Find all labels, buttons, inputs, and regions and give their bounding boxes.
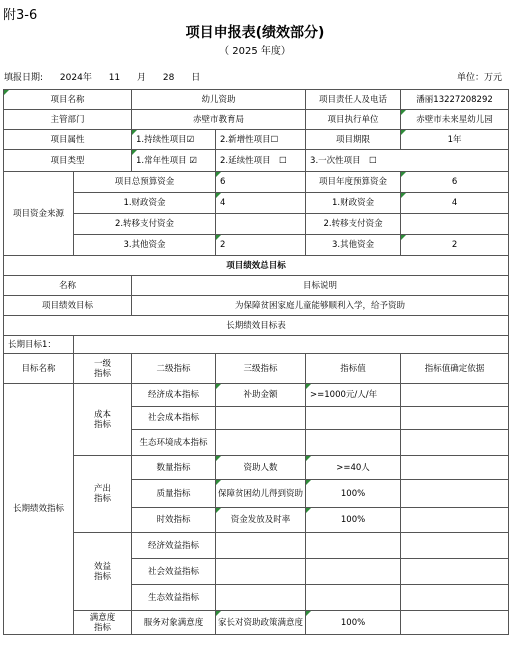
cost-basis (401, 384, 509, 407)
other-annual-value: 2 (401, 235, 509, 256)
fill-year: 2024年 (59, 73, 92, 83)
target-name-cell: 长期绩效指标 (4, 384, 74, 635)
dept-value: 赤壁市教育局 (132, 110, 306, 130)
fill-date-label: 填报日期: (4, 73, 44, 83)
output-l3: 资金发放及时率 (216, 508, 306, 533)
benefit-basis (401, 585, 509, 611)
total-budget-label: 项目总预算资金 (74, 172, 216, 193)
project-name-value: 幼儿资助 (132, 90, 306, 110)
fill-date (4, 70, 214, 83)
overall-goal-label: 项目绩效目标 (4, 296, 132, 316)
cost-value (306, 407, 401, 430)
overall-desc-label: 目标说明 (132, 276, 509, 296)
fill-day-num: 28 (162, 73, 175, 83)
benefit-l3 (216, 585, 306, 611)
benefit-l2: 社会效益指标 (132, 559, 216, 585)
fill-day: 日 (191, 73, 201, 83)
longterm-goal1-label: 长期目标1： (4, 336, 74, 354)
benefit-value (306, 533, 401, 559)
other-label: 3.其他资金 (74, 235, 216, 256)
benefit-basis (401, 559, 509, 585)
cost-value (306, 430, 401, 456)
output-value: >=40人 (306, 456, 401, 480)
attachment-label: 附3-6 (3, 8, 38, 23)
col-target-name: 目标名称 (4, 354, 74, 384)
satisfaction-l2: 服务对象满意度 (132, 611, 216, 635)
output-basis (401, 480, 509, 508)
attr-option-1: 1.持续性项目☑ (132, 130, 216, 150)
transfer-annual-value (401, 214, 509, 235)
col-level1: 一级 指标 (74, 354, 132, 384)
total-budget-value: 6 (216, 172, 306, 193)
satisfaction-label: 满意度 指标 (74, 611, 132, 635)
output-l2: 数量指标 (132, 456, 216, 480)
col-level3: 三级指标 (216, 354, 306, 384)
overall-goal-title: 项目绩效总目标 (4, 256, 509, 276)
type-option-1: 1.常年性项目 ☑ (132, 150, 216, 172)
attr-label: 项目属性 (4, 130, 132, 150)
fiscal-total-value: 4 (216, 193, 306, 214)
annual-budget-value: 6 (401, 172, 509, 193)
year-line: （ 2025 年度） (219, 46, 291, 57)
col-basis: 指标值确定依据 (401, 354, 509, 384)
cost-value: >=1000元/人/年 (306, 384, 401, 407)
leader-value: 潘丽13227208292 (401, 90, 509, 110)
transfer-annual-label: 2.转移支付资金 (306, 214, 401, 235)
benefit-l3 (216, 559, 306, 585)
output-value: 100% (306, 480, 401, 508)
fiscal-annual-value: 4 (401, 193, 509, 214)
benefit-l2: 生态效益指标 (132, 585, 216, 611)
cost-l2: 经济成本指标 (132, 384, 216, 407)
project-name-label: 项目名称 (4, 90, 132, 110)
satisfaction-l3: 家长对资助政策满意度 (216, 611, 306, 635)
fiscal-label: 1.财政资金 (74, 193, 216, 214)
other-total-value: 2 (216, 235, 306, 256)
output-label: 产出 指标 (74, 456, 132, 533)
fiscal-annual-label: 1.财政资金 (306, 193, 401, 214)
cost-label: 成本 指标 (74, 384, 132, 456)
benefit-basis (401, 533, 509, 559)
col-level2: 二级指标 (132, 354, 216, 384)
output-value: 100% (306, 508, 401, 533)
type-option-2: 2.延续性项目 ☐ (216, 150, 306, 172)
output-basis (401, 508, 509, 533)
benefit-l3 (216, 533, 306, 559)
page-title: 项目申报表(绩效部分) (185, 25, 325, 41)
type-option-3: 3.一次性项目 ☐ (306, 150, 509, 172)
cost-l2: 生态环境成本指标 (132, 430, 216, 456)
col-value: 指标值 (306, 354, 401, 384)
benefit-label: 效益 指标 (74, 533, 132, 611)
type-label: 项目类型 (4, 150, 132, 172)
fill-month: 月 (137, 73, 147, 83)
dept-label: 主管部门 (4, 110, 132, 130)
output-basis (401, 456, 509, 480)
cost-basis (401, 407, 509, 430)
output-l3: 保障贫困幼儿得到资助 (216, 480, 306, 508)
transfer-total-value (216, 214, 306, 235)
output-l2: 质量指标 (132, 480, 216, 508)
overall-goal-text: 为保障贫困家庭儿童能够顺利入学，给予资助 (132, 296, 509, 316)
cost-l3 (216, 430, 306, 456)
leader-label: 项目责任人及电话 (306, 90, 401, 110)
cost-l3 (216, 407, 306, 430)
overall-name-label: 名称 (4, 276, 132, 296)
fill-month-num: 11 (108, 73, 121, 83)
output-l3: 资助人数 (216, 456, 306, 480)
transfer-label: 2.转移支付资金 (74, 214, 216, 235)
fund-source-label: 项目资金来源 (4, 172, 74, 256)
cost-l2: 社会成本指标 (132, 407, 216, 430)
cost-l3: 补助金额 (216, 384, 306, 407)
other-annual-label: 3.其他资金 (306, 235, 401, 256)
output-l2: 时效指标 (132, 508, 216, 533)
exec-unit-label: 项目执行单位 (306, 110, 401, 130)
period-label: 项目期限 (306, 130, 401, 150)
application-table (3, 89, 509, 635)
exec-unit-value: 赤壁市未来星幼儿园 (401, 110, 509, 130)
satisfaction-value: 100% (306, 611, 401, 635)
longterm-goal1-value (74, 336, 509, 354)
unit-label: 单位：万元 (456, 73, 502, 83)
benefit-l2: 经济效益指标 (132, 533, 216, 559)
cost-basis (401, 430, 509, 456)
satisfaction-basis (401, 611, 509, 635)
benefit-value (306, 585, 401, 611)
benefit-value (306, 559, 401, 585)
longterm-title: 长期绩效目标表 (4, 316, 509, 336)
period-value: 1年 (401, 130, 509, 150)
annual-budget-label: 项目年度预算资金 (306, 172, 401, 193)
attr-option-2: 2.新增性项目☐ (216, 130, 306, 150)
